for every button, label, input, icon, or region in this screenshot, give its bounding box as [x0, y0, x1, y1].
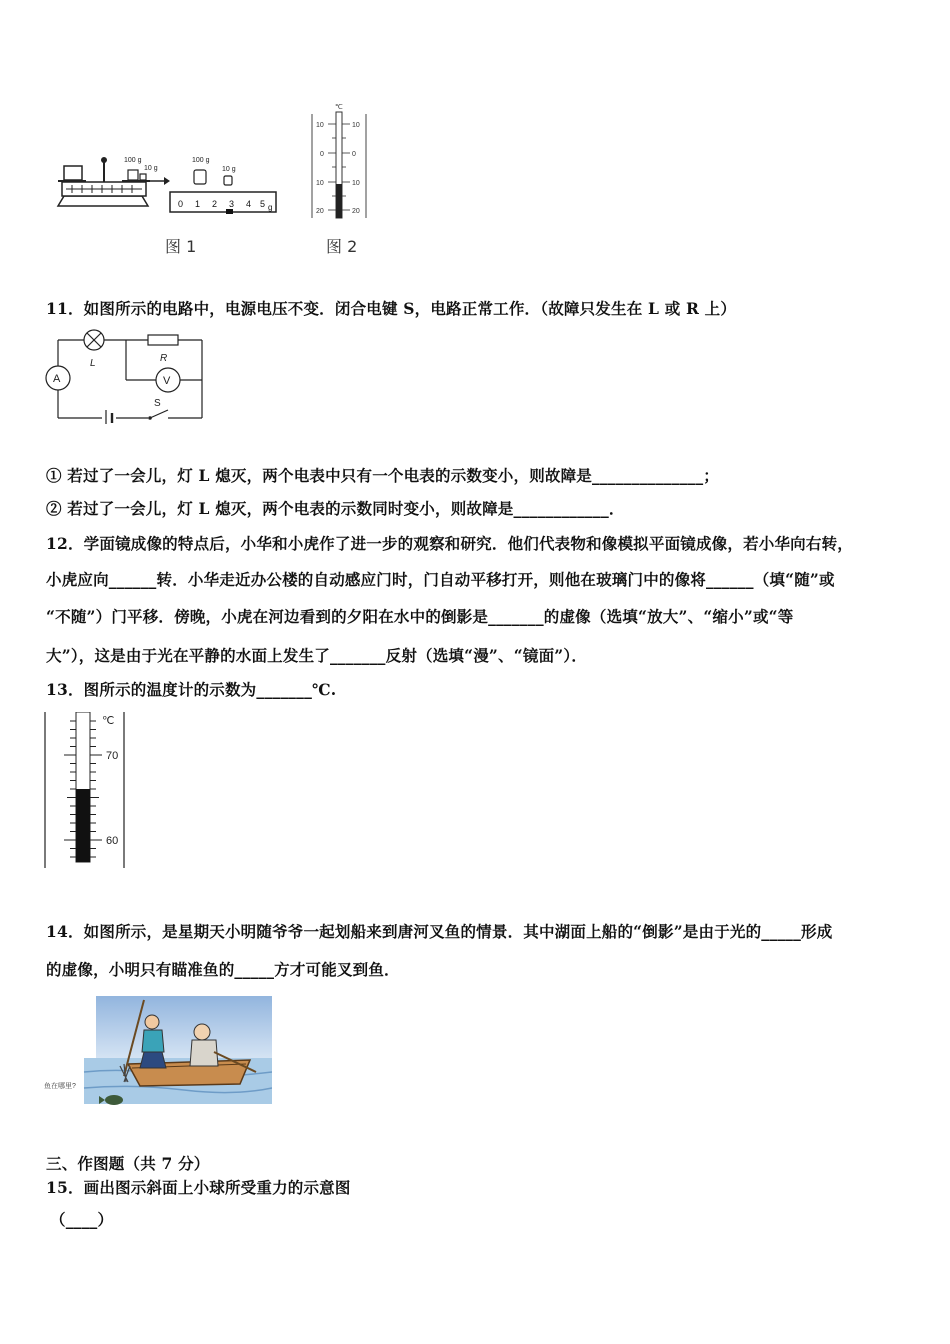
figure-2-caption: 图 2: [326, 237, 358, 256]
q11-sub2: ② 若过了一会儿，灯 L 熄灭，两个电表的示数同时变小，则故障是____________．: [46, 499, 625, 518]
figure-1-caption: 图 1: [165, 237, 197, 256]
therm2-left-neg10: 10: [316, 180, 324, 187]
scale-tick-0: 0: [178, 199, 184, 209]
therm2-right-0: 0: [352, 151, 356, 158]
q14-line2: 的虚像，小明只有瞄准鱼的_____方才可能叉到鱼．: [46, 960, 400, 979]
thermometer-13-drawing: [44, 712, 126, 870]
ammeter-label: A: [53, 373, 61, 385]
q13-stem: 13．图所示的温度计的示数为_______℃.: [46, 680, 337, 699]
q12-line3: “不随”）门平移．傍晚，小虎在河边看到的夕阳在水中的倒影是_______的虚像（选填“放大”、“缩小”或“等: [46, 607, 794, 626]
image-side-text: 鱼在哪里?: [44, 1083, 76, 1090]
q15-answer-blank: （____）: [50, 1210, 114, 1229]
q13-thermometer: [44, 712, 126, 870]
scale-tick-5: 5: [260, 199, 266, 209]
q12-line1: 12．学面镜成像的特点后，小华和小虎作了进一步的观察和研究．他们代表物和像模拟平面镜成像，若小华向右转，: [46, 534, 853, 553]
resistor-symbol: [148, 335, 178, 345]
therm2-liquid: [336, 184, 342, 218]
therm2-unit: ℃: [335, 104, 343, 111]
therm2-left-0: 0: [320, 151, 324, 158]
lamp-label: L: [90, 358, 96, 369]
therm2-right-neg10: 10: [352, 180, 360, 187]
q12-line2: 小虎应向______转．小华走近办公楼的自动感应门时，门自动平移打开，则他在玻璃门中的像将______（填“随”或: [46, 570, 835, 589]
therm2-right-neg20: 20: [352, 208, 360, 215]
scale-unit: g: [268, 203, 273, 212]
therm2-right-10: 10: [352, 122, 360, 129]
therm2-left-neg20: 20: [316, 208, 324, 215]
therm13-tick-60: 60: [106, 835, 119, 847]
fish: [105, 1095, 123, 1105]
balance-drawing: [52, 148, 282, 223]
therm13-tick-70: 70: [106, 750, 119, 762]
q15-stem: 15．画出图示斜面上小球所受重力的示意图: [46, 1178, 351, 1197]
thermometer-liquid-column: [76, 789, 90, 862]
mass-label-1: 100 g: [124, 157, 142, 164]
q11-circuit-diagram: [44, 328, 210, 424]
q11-sub1: ① 若过了一会儿，灯 L 熄灭，两个电表中只有一个电表的示数变小，则故障是______________；: [46, 466, 719, 485]
circuit-drawing: [44, 328, 210, 424]
scale-tick-1: 1: [195, 199, 201, 209]
scale-tick-4: 4: [246, 199, 252, 209]
mass-label-2: 10 g: [144, 165, 158, 172]
scale-tick-3: 3: [229, 199, 235, 209]
section-3-heading: 三、作图题（共 7 分）: [46, 1154, 210, 1173]
q12-line4: 大”），这是由于光在平静的水面上发生了_______反射（选填“漫”、“镜面”）．: [46, 646, 588, 665]
figure-2-thermometer: [308, 100, 370, 222]
figure-1-balance: [52, 148, 282, 223]
resistor-label: R: [160, 353, 168, 364]
q11-stem: 11．如图所示的电路中，电源电压不变．闭合电键 S，电路正常工作．（故障只发生在 L 或 R 上）: [46, 299, 737, 318]
switch-label: S: [154, 398, 161, 409]
therm2-left-10: 10: [316, 122, 324, 129]
boy-figure: [142, 1030, 164, 1052]
scale-tick-2: 2: [212, 199, 218, 209]
fishing-scene-drawing: [44, 992, 272, 1116]
voltmeter-label: V: [163, 375, 171, 387]
therm13-unit: ℃: [102, 715, 115, 727]
slider-rider: [226, 209, 233, 214]
q14-fishing-illustration: [44, 992, 272, 1116]
mass-label-4: 10 g: [222, 166, 236, 173]
q14-line1: 14．如图所示，是星期天小明随爷爷一起划船来到唐河叉鱼的情景．其中湖面上船的“倒影”是由于光的_____形成: [46, 922, 833, 941]
thermometer-2-drawing: [308, 100, 370, 222]
mass-label-3: 100 g: [192, 157, 210, 164]
